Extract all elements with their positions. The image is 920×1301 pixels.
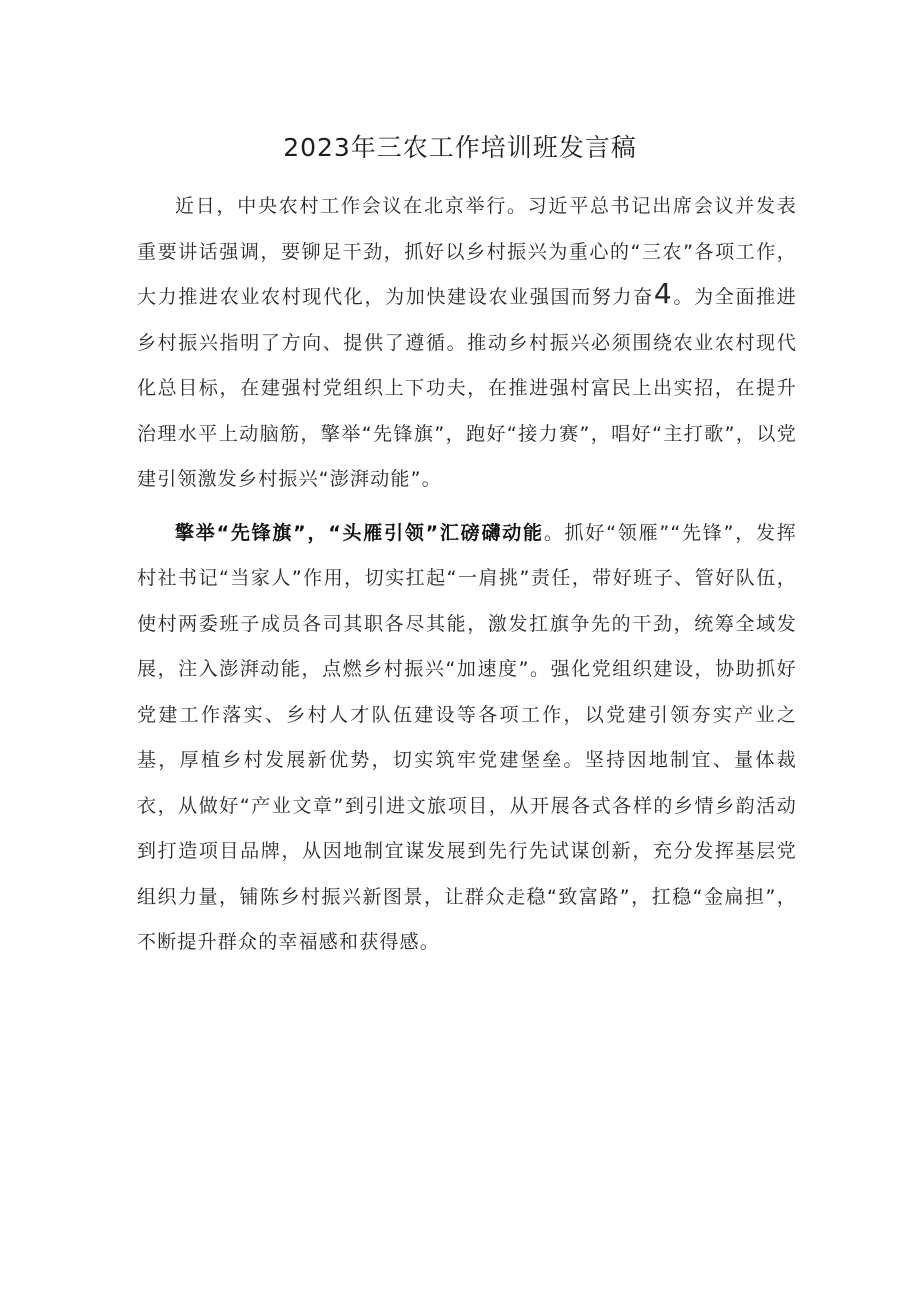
paragraph-vanguard-heading: 擎举“先锋旗”，“头雁引领”汇磅礴动能 <box>175 521 544 544</box>
paragraph-vanguard-text: 。抓好“领雁”“先锋”，发挥村社书记“当家人”作用，切实扛起“一肩挑”责任，带好班子、管好队伍，使村两委班子成员各司其职各尽其能，激发扛旗争先的干劲，统筹全域发展，注入澎湃动能，点燃乡村振兴“加速度”。强化党组织建设，协助抓好党建工作落实、乡村人才队伍建设等各项工作，以党建引领夯实产业之基，厚植乡村发展新优势，切实筑牢党建堡垒。坚持因地制宜、量体裁衣，从做好“产业文章”到引进文旅项目，从开展各式各样的乡情乡韵活动到打造项目品牌，从因地制宜谋发展到先行先试谋创新，充分发挥基层党组织力量，铺陈乡村振兴新图景，让群众走稳“致富路”，扛稳“金扁担”，不断提升群众的幸福感和获得感。 <box>137 521 797 953</box>
paragraph-intro <box>137 184 797 503</box>
document-body <box>137 184 797 966</box>
document-title: 2023年三农工作培训班发言稿 <box>283 133 637 162</box>
paragraph-vanguard <box>137 511 797 966</box>
paragraph-intro-text-1: 近日，中央农村工作会议在北京举行。习近平总书记出席会议并发表重要讲话强调，要铆足干劲，抓好以乡村振兴为重心的“三农”各项工作，大力推进农业农村现代化，为加快建设农业强国而努力奋 <box>137 195 797 308</box>
paragraph-intro-digit: 4 <box>653 277 673 310</box>
paragraph-intro-text-2: 。为全面推进乡村振兴指明了方向、提供了遵循。推动乡村振兴必须围绕农业农村现代化总目标，在建强村党组织上下功夫，在推进强村富民上出实招，在提升治理水平上动脑筋，擎举“先锋旗”，跑好“接力赛”，唱好“主打歌”，以党建引领激发乡村振兴“澎湃动能”。 <box>137 286 797 490</box>
